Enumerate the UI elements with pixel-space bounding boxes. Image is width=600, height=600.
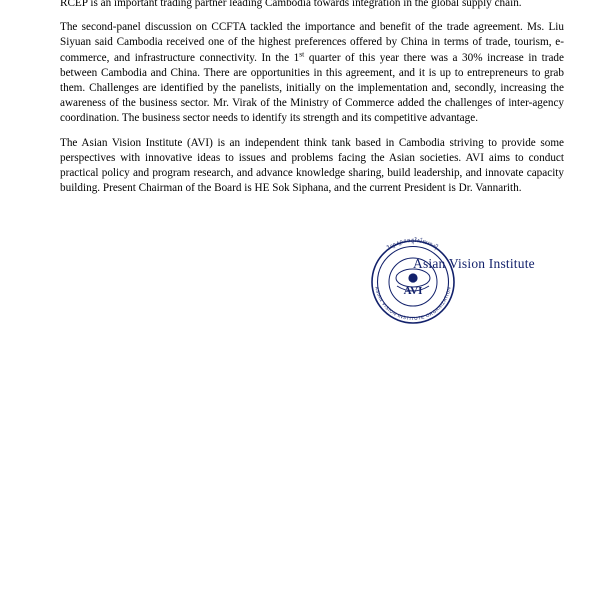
svg-text:ASIAN VISION INSTITUTE ORGANIZ: ASIAN VISION INSTITUTE ORGANIZATION: [374, 286, 452, 322]
avi-seal-icon: [361, 236, 473, 324]
paragraph-rcep: RCEP is an important trading partner leading Cambodia towards integration in the global supply chain.: [60, 0, 522, 9]
svg-text:វិទ្យាស្ថានចក្ខុវិស័យអាស៊ី: វិទ្យាស្ថានចក្ខុវិស័យអាស៊ី: [387, 237, 439, 252]
paragraph-ccfta: [60, 20, 564, 126]
document-body: [60, 0, 564, 205]
ordinal-superscript: st: [299, 48, 305, 58]
avi-seal-wordmark: Asian Vision Institute: [413, 256, 535, 271]
paragraph-ccfta-part2: quarter of this year there was a 30% increase in trade between Cambodia and China. There are opportunities in this agreement, and it is up to entrepreneurs to grab them. Challenges are identified by the panelists, initially on the implementation and, secondly, increasing the awareness of the business sector. Mr. Virak of the Ministry of Commerce added the challenges of inter-agency coordination. The business sector needs to identify its strength and its competitive advantage.: [60, 51, 564, 125]
avi-seal-block: [361, 236, 581, 326]
svg-text:AVI: AVI: [403, 285, 423, 297]
paragraph-ccfta-part1: The second-panel discussion on CCFTA tackled the importance and benefit of the trade agreement. Ms. Liu Siyuan said Cambodia received one of the highest preferences offered by China in terms of trade, tourism, e-commerce, and infrastructure connectivity. In the 1: [60, 21, 564, 64]
paragraph-avi-about: The Asian Vision Institute (AVI) is an independent think tank based in Cambodia striving to provide some perspectives with innovative ideas to issues and problems facing the Asian societies. AVI aims to conduct practical policy and program research, and advance knowledge sharing, build leadership, and innovate capacity building. Present Chairman of the Board is HE Sok Siphana, and the current President is Dr. Vannarith.: [60, 136, 564, 195]
